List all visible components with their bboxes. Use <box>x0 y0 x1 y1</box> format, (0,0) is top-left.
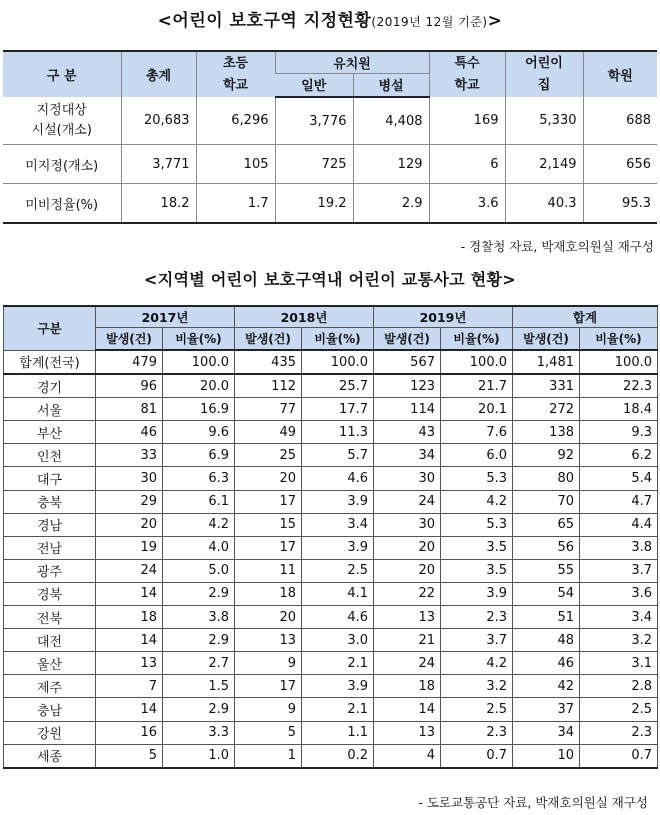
cell: 19.2 <box>275 184 353 224</box>
header-academy: 학원 <box>583 51 657 97</box>
table-row <box>3 145 657 184</box>
cell: 2.3 <box>441 721 513 744</box>
region-label: 부산 <box>4 421 96 444</box>
cell: 3.6 <box>429 184 505 224</box>
cell: 1.0 <box>163 744 235 768</box>
cell: 24 <box>374 652 441 675</box>
cell: 34 <box>513 721 580 744</box>
cell: 169 <box>429 97 505 145</box>
cell: 3.8 <box>163 606 235 629</box>
cell: 42 <box>513 675 580 698</box>
cell: 3.0 <box>302 629 374 652</box>
designation-status-table <box>3 50 657 224</box>
cell: 30 <box>374 467 441 490</box>
cell: 51 <box>513 606 580 629</box>
cell: 18 <box>374 675 441 698</box>
cell: 2.5 <box>441 698 513 721</box>
cell: 5.0 <box>163 559 235 582</box>
cell: 567 <box>374 350 441 374</box>
cell: 2.7 <box>163 652 235 675</box>
cell: 112 <box>235 374 302 398</box>
cell: 3.3 <box>163 721 235 744</box>
cell: 16 <box>96 721 163 744</box>
cell: 92 <box>513 444 580 467</box>
cell: 6.9 <box>163 444 235 467</box>
header-daycare: 어린이 집 <box>505 51 583 97</box>
table1-title-end: > <box>487 11 503 31</box>
region-label: 합계(전국) <box>4 350 96 374</box>
table1-title-date: (2019년 12월 기준) <box>371 15 488 29</box>
cell: 43 <box>374 421 441 444</box>
cell: 20.0 <box>163 374 235 398</box>
cell: 20 <box>235 606 302 629</box>
cell: 435 <box>235 350 302 374</box>
cell: 123 <box>374 374 441 398</box>
cell: 4.0 <box>163 536 235 559</box>
cell: 24 <box>96 559 163 582</box>
cell: 3.2 <box>580 629 658 652</box>
cell: 2.5 <box>302 559 374 582</box>
table-row <box>4 421 658 444</box>
cell: 20 <box>235 467 302 490</box>
cell: 3.1 <box>580 652 658 675</box>
cell: 105 <box>196 145 275 184</box>
cell: 48 <box>513 629 580 652</box>
cell: 5,330 <box>505 97 583 145</box>
table-row <box>4 559 658 582</box>
cell: 3.2 <box>441 675 513 698</box>
header-year-2018: 2018년 <box>235 306 374 328</box>
table-row <box>4 374 658 398</box>
header-elementary: 초등 학교 <box>196 51 275 97</box>
cell: 24 <box>374 490 441 513</box>
cell: 18.2 <box>121 184 196 224</box>
cell: 18.4 <box>580 398 658 421</box>
cell: 20.1 <box>441 398 513 421</box>
cell: 14 <box>96 698 163 721</box>
cell: 3.7 <box>441 629 513 652</box>
cell: 30 <box>374 513 441 536</box>
cell: 2,149 <box>505 145 583 184</box>
header-occurrences: 발생(건) <box>96 328 163 351</box>
table-row <box>4 398 658 421</box>
table-row <box>4 629 658 652</box>
region-label: 전남 <box>4 536 96 559</box>
cell: 21.7 <box>441 374 513 398</box>
header-total: 총계 <box>121 51 196 97</box>
header-kindergarten: 유치원 <box>275 51 429 73</box>
cell: 20 <box>96 513 163 536</box>
region-label: 강원 <box>4 721 96 744</box>
cell: 20,683 <box>121 97 196 145</box>
table-row <box>4 721 658 744</box>
regional-accident-table <box>3 305 658 769</box>
cell: 688 <box>583 97 657 145</box>
cell: 7 <box>96 675 163 698</box>
cell: 2.5 <box>580 698 658 721</box>
cell: 1.5 <box>163 675 235 698</box>
cell: 2.8 <box>580 675 658 698</box>
cell: 9.6 <box>163 421 235 444</box>
table-row <box>3 184 657 224</box>
cell: 2.3 <box>580 721 658 744</box>
cell: 56 <box>513 536 580 559</box>
table1-title-main: <어린이 보호구역 지정현황 <box>157 11 372 31</box>
table-row <box>4 490 658 513</box>
cell: 6.0 <box>441 444 513 467</box>
table2-title: <지역별 어린이 보호구역내 어린이 교통사고 현황> <box>144 270 516 289</box>
cell: 17 <box>235 536 302 559</box>
region-label: 울산 <box>4 652 96 675</box>
cell: 9 <box>235 652 302 675</box>
table-row <box>4 350 658 374</box>
cell: 6 <box>429 145 505 184</box>
region-label: 광주 <box>4 559 96 582</box>
cell: 13 <box>96 652 163 675</box>
cell: 37 <box>513 698 580 721</box>
cell: 114 <box>374 398 441 421</box>
header-category: 구 분 <box>3 51 121 97</box>
cell: 2.9 <box>163 582 235 605</box>
cell: 3.9 <box>302 490 374 513</box>
region-label: 경북 <box>4 582 96 605</box>
cell: 4.2 <box>163 513 235 536</box>
cell: 4.6 <box>302 606 374 629</box>
cell: 11.3 <box>302 421 374 444</box>
cell: 0.2 <box>302 744 374 768</box>
cell: 656 <box>583 145 657 184</box>
cell: 4.6 <box>302 467 374 490</box>
cell: 22.3 <box>580 374 658 398</box>
cell: 13 <box>235 629 302 652</box>
cell: 3.7 <box>580 559 658 582</box>
cell: 65 <box>513 513 580 536</box>
cell: 100.0 <box>441 350 513 374</box>
cell: 3.6 <box>580 582 658 605</box>
cell: 2.9 <box>353 184 429 224</box>
cell: 5 <box>235 721 302 744</box>
cell: 3.9 <box>302 675 374 698</box>
cell: 5.3 <box>441 467 513 490</box>
cell: 6,296 <box>196 97 275 145</box>
cell: 4.7 <box>580 490 658 513</box>
cell: 15 <box>235 513 302 536</box>
cell: 2.3 <box>441 606 513 629</box>
cell: 4.1 <box>302 582 374 605</box>
cell: 0.7 <box>441 744 513 768</box>
header-year-2019: 2019년 <box>374 306 513 328</box>
cell: 22 <box>374 582 441 605</box>
cell: 331 <box>513 374 580 398</box>
header-year-2017: 2017년 <box>96 306 235 328</box>
cell: 16.9 <box>163 398 235 421</box>
cell: 0.7 <box>580 744 658 768</box>
cell: 129 <box>353 145 429 184</box>
cell: 30 <box>96 467 163 490</box>
cell: 10 <box>513 744 580 768</box>
header-occurrences: 발생(건) <box>235 328 302 351</box>
cell: 2.1 <box>302 698 374 721</box>
cell: 13 <box>374 721 441 744</box>
header-occurrences: 발생(건) <box>513 328 580 351</box>
cell: 17.7 <box>302 398 374 421</box>
table-row <box>3 97 657 145</box>
header-ratio: 비율(%) <box>441 328 513 351</box>
cell: 3.5 <box>441 536 513 559</box>
cell: 1,481 <box>513 350 580 374</box>
cell: 479 <box>96 350 163 374</box>
cell: 13 <box>374 606 441 629</box>
cell: 18 <box>96 606 163 629</box>
table1-title <box>0 8 660 35</box>
cell: 3,776 <box>275 97 353 145</box>
cell: 80 <box>513 467 580 490</box>
cell: 2.9 <box>163 629 235 652</box>
cell: 46 <box>513 652 580 675</box>
cell: 3.5 <box>441 559 513 582</box>
table-row <box>4 606 658 629</box>
cell: 55 <box>513 559 580 582</box>
cell: 14 <box>96 629 163 652</box>
cell: 29 <box>96 490 163 513</box>
table-row <box>4 467 658 490</box>
cell: 100.0 <box>580 350 658 374</box>
cell: 3.8 <box>580 536 658 559</box>
region-label: 세종 <box>4 744 96 768</box>
cell: 100.0 <box>302 350 374 374</box>
table-row <box>4 675 658 698</box>
cell: 96 <box>96 374 163 398</box>
cell: 1.7 <box>196 184 275 224</box>
cell: 17 <box>235 675 302 698</box>
cell: 11 <box>235 559 302 582</box>
region-label: 제주 <box>4 675 96 698</box>
cell: 40.3 <box>505 184 583 224</box>
cell: 7.6 <box>441 421 513 444</box>
region-label: 인천 <box>4 444 96 467</box>
table1-source-note: - 경찰청 자료, 박재호의원실 재구성 <box>460 239 654 254</box>
cell: 4.2 <box>441 652 513 675</box>
cell: 1 <box>235 744 302 768</box>
cell: 33 <box>96 444 163 467</box>
table-row <box>4 744 658 768</box>
cell: 138 <box>513 421 580 444</box>
header-kindergarten-general: 일반 <box>275 73 353 97</box>
cell: 46 <box>96 421 163 444</box>
region-label: 경남 <box>4 513 96 536</box>
cell: 272 <box>513 398 580 421</box>
cell: 5.7 <box>302 444 374 467</box>
header-sum: 합계 <box>513 306 658 328</box>
cell: 4 <box>374 744 441 768</box>
region-label: 대구 <box>4 467 96 490</box>
cell: 20 <box>374 559 441 582</box>
cell: 5.4 <box>580 467 658 490</box>
cell: 18 <box>235 582 302 605</box>
cell: 5.3 <box>441 513 513 536</box>
cell: 2.9 <box>163 698 235 721</box>
cell: 77 <box>235 398 302 421</box>
cell: 1.1 <box>302 721 374 744</box>
region-label: 서울 <box>4 398 96 421</box>
table2-source-note: - 도로교통공단 자료, 박재호의원실 재구성 <box>418 795 648 810</box>
cell: 725 <box>275 145 353 184</box>
table-row <box>4 444 658 467</box>
row-label: 미비정율(%) <box>3 184 121 224</box>
header-occurrences: 발생(건) <box>374 328 441 351</box>
cell: 3.9 <box>302 536 374 559</box>
cell: 14 <box>374 698 441 721</box>
cell: 81 <box>96 398 163 421</box>
table-row <box>4 652 658 675</box>
row-label: 지정대상 시설(개소) <box>3 97 121 145</box>
table-row <box>4 536 658 559</box>
cell: 9.3 <box>580 421 658 444</box>
cell: 70 <box>513 490 580 513</box>
cell: 6.3 <box>163 467 235 490</box>
cell: 3.4 <box>580 606 658 629</box>
cell: 4.4 <box>580 513 658 536</box>
cell: 21 <box>374 629 441 652</box>
cell: 3.9 <box>441 582 513 605</box>
table-row <box>4 698 658 721</box>
region-label: 대전 <box>4 629 96 652</box>
region-label: 전북 <box>4 606 96 629</box>
cell: 95.3 <box>583 184 657 224</box>
header-category: 구분 <box>4 306 96 350</box>
table-row <box>4 582 658 605</box>
region-label: 충북 <box>4 490 96 513</box>
cell: 9 <box>235 698 302 721</box>
header-ratio: 비율(%) <box>580 328 658 351</box>
cell: 19 <box>96 536 163 559</box>
region-label: 경기 <box>4 374 96 398</box>
cell: 20 <box>374 536 441 559</box>
cell: 100.0 <box>163 350 235 374</box>
regional-accident-body <box>4 350 658 768</box>
cell: 25.7 <box>302 374 374 398</box>
cell: 49 <box>235 421 302 444</box>
cell: 14 <box>96 582 163 605</box>
row-label: 미지정(개소) <box>3 145 121 184</box>
cell: 3,771 <box>121 145 196 184</box>
cell: 34 <box>374 444 441 467</box>
cell: 2.1 <box>302 652 374 675</box>
cell: 25 <box>235 444 302 467</box>
cell: 54 <box>513 582 580 605</box>
cell: 3.4 <box>302 513 374 536</box>
cell: 4.2 <box>441 490 513 513</box>
cell: 5 <box>96 744 163 768</box>
region-label: 충남 <box>4 698 96 721</box>
header-ratio: 비율(%) <box>302 328 374 351</box>
header-special-school: 특수 학교 <box>429 51 505 97</box>
cell: 17 <box>235 490 302 513</box>
cell: 6.2 <box>580 444 658 467</box>
cell: 6.1 <box>163 490 235 513</box>
header-ratio: 비율(%) <box>163 328 235 351</box>
header-kindergarten-attached: 병설 <box>353 73 429 97</box>
table-row <box>4 513 658 536</box>
cell: 4,408 <box>353 97 429 145</box>
